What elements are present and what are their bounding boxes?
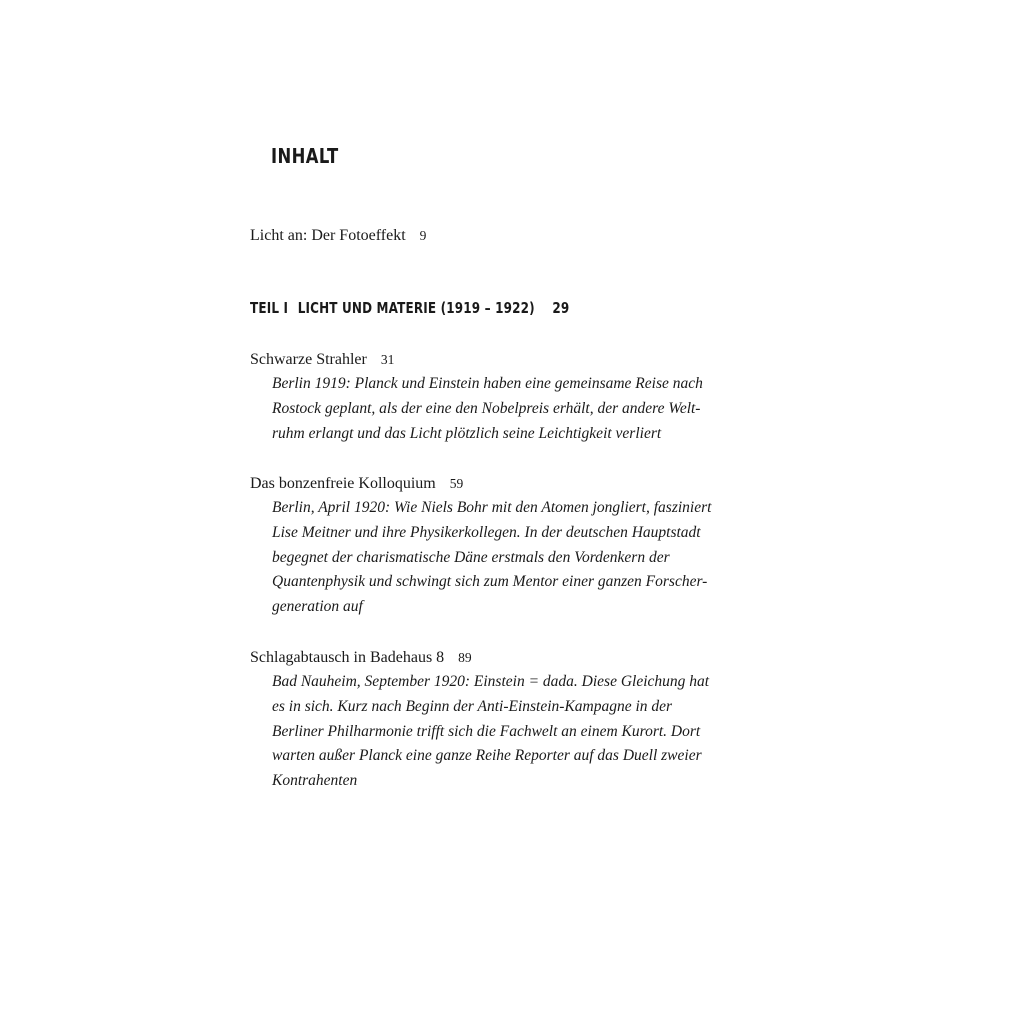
description-line: Lise Meitner und ihre Physikerkollegen. In der deutschen Hauptstadt [272, 523, 701, 541]
chapter-3-description [272, 670, 742, 794]
toc-entry-title: Schwarze Strahler [250, 351, 367, 368]
description-line: Rostock geplant, als der eine den Nobelpreis erhält, der andere Welt- [272, 399, 701, 417]
description-line: generation auf [272, 598, 363, 616]
toc-entry-page: 9 [419, 228, 427, 243]
part-title: LICHT UND MATERIE (1919 – 1922) [297, 299, 535, 317]
description-line: ruhm erlangt und das Licht plötzlich seine Leichtigkeit verliert [272, 424, 662, 442]
description-line: Bad Nauheim, September 1920: Einstein = dada. Diese Gleichung hat [272, 673, 710, 690]
part-label: TEIL I [250, 299, 289, 317]
part-page: 29 [552, 299, 570, 317]
description-line: Berliner Philharmonie trifft sich die Fachwelt an einem Kurort. Dort [272, 722, 701, 740]
description-line: Berlin 1919: Planck und Einstein haben eine gemeinsame Reise nach [272, 375, 703, 392]
description-line: Quantenphysik und schwingt sich zum Mentor einer ganzen Forscher- [272, 573, 708, 591]
toc-entry-title: Licht an: Der Fotoeffekt [250, 227, 406, 244]
toc-entry-title: Schlagabtausch in Badehaus 8 [250, 649, 445, 666]
toc-entry-page: 89 [458, 650, 472, 665]
description-line: Berlin, April 1920: Wie Niels Bohr mit den Atomen jongliert, fasziniert [272, 499, 712, 516]
description-line: warten außer Planck eine ganze Reihe Reporter auf das Duell zweier [272, 747, 702, 765]
description-line: Kontrahenten [272, 772, 358, 790]
toc-part-heading [250, 299, 569, 317]
chapter-1-description [272, 372, 742, 446]
toc-entry-chapter-2 [250, 474, 463, 494]
toc-entry-chapter-3 [250, 648, 472, 668]
toc-entry-page: 31 [380, 352, 395, 367]
page-title: INHALT [271, 144, 339, 168]
chapter-2-description [272, 496, 742, 620]
toc-entry-intro [250, 226, 426, 246]
description-line: es in sich. Kurz nach Beginn der Anti-Einstein-Kampagne in der [272, 697, 673, 715]
description-line: begegnet der charismatische Däne erstmals den Vordenkern der [272, 548, 670, 566]
toc-entry-page: 59 [449, 476, 464, 491]
toc-entry-chapter-1 [250, 350, 394, 370]
toc-entry-title: Das bonzenfreie Kolloquium [250, 475, 436, 492]
